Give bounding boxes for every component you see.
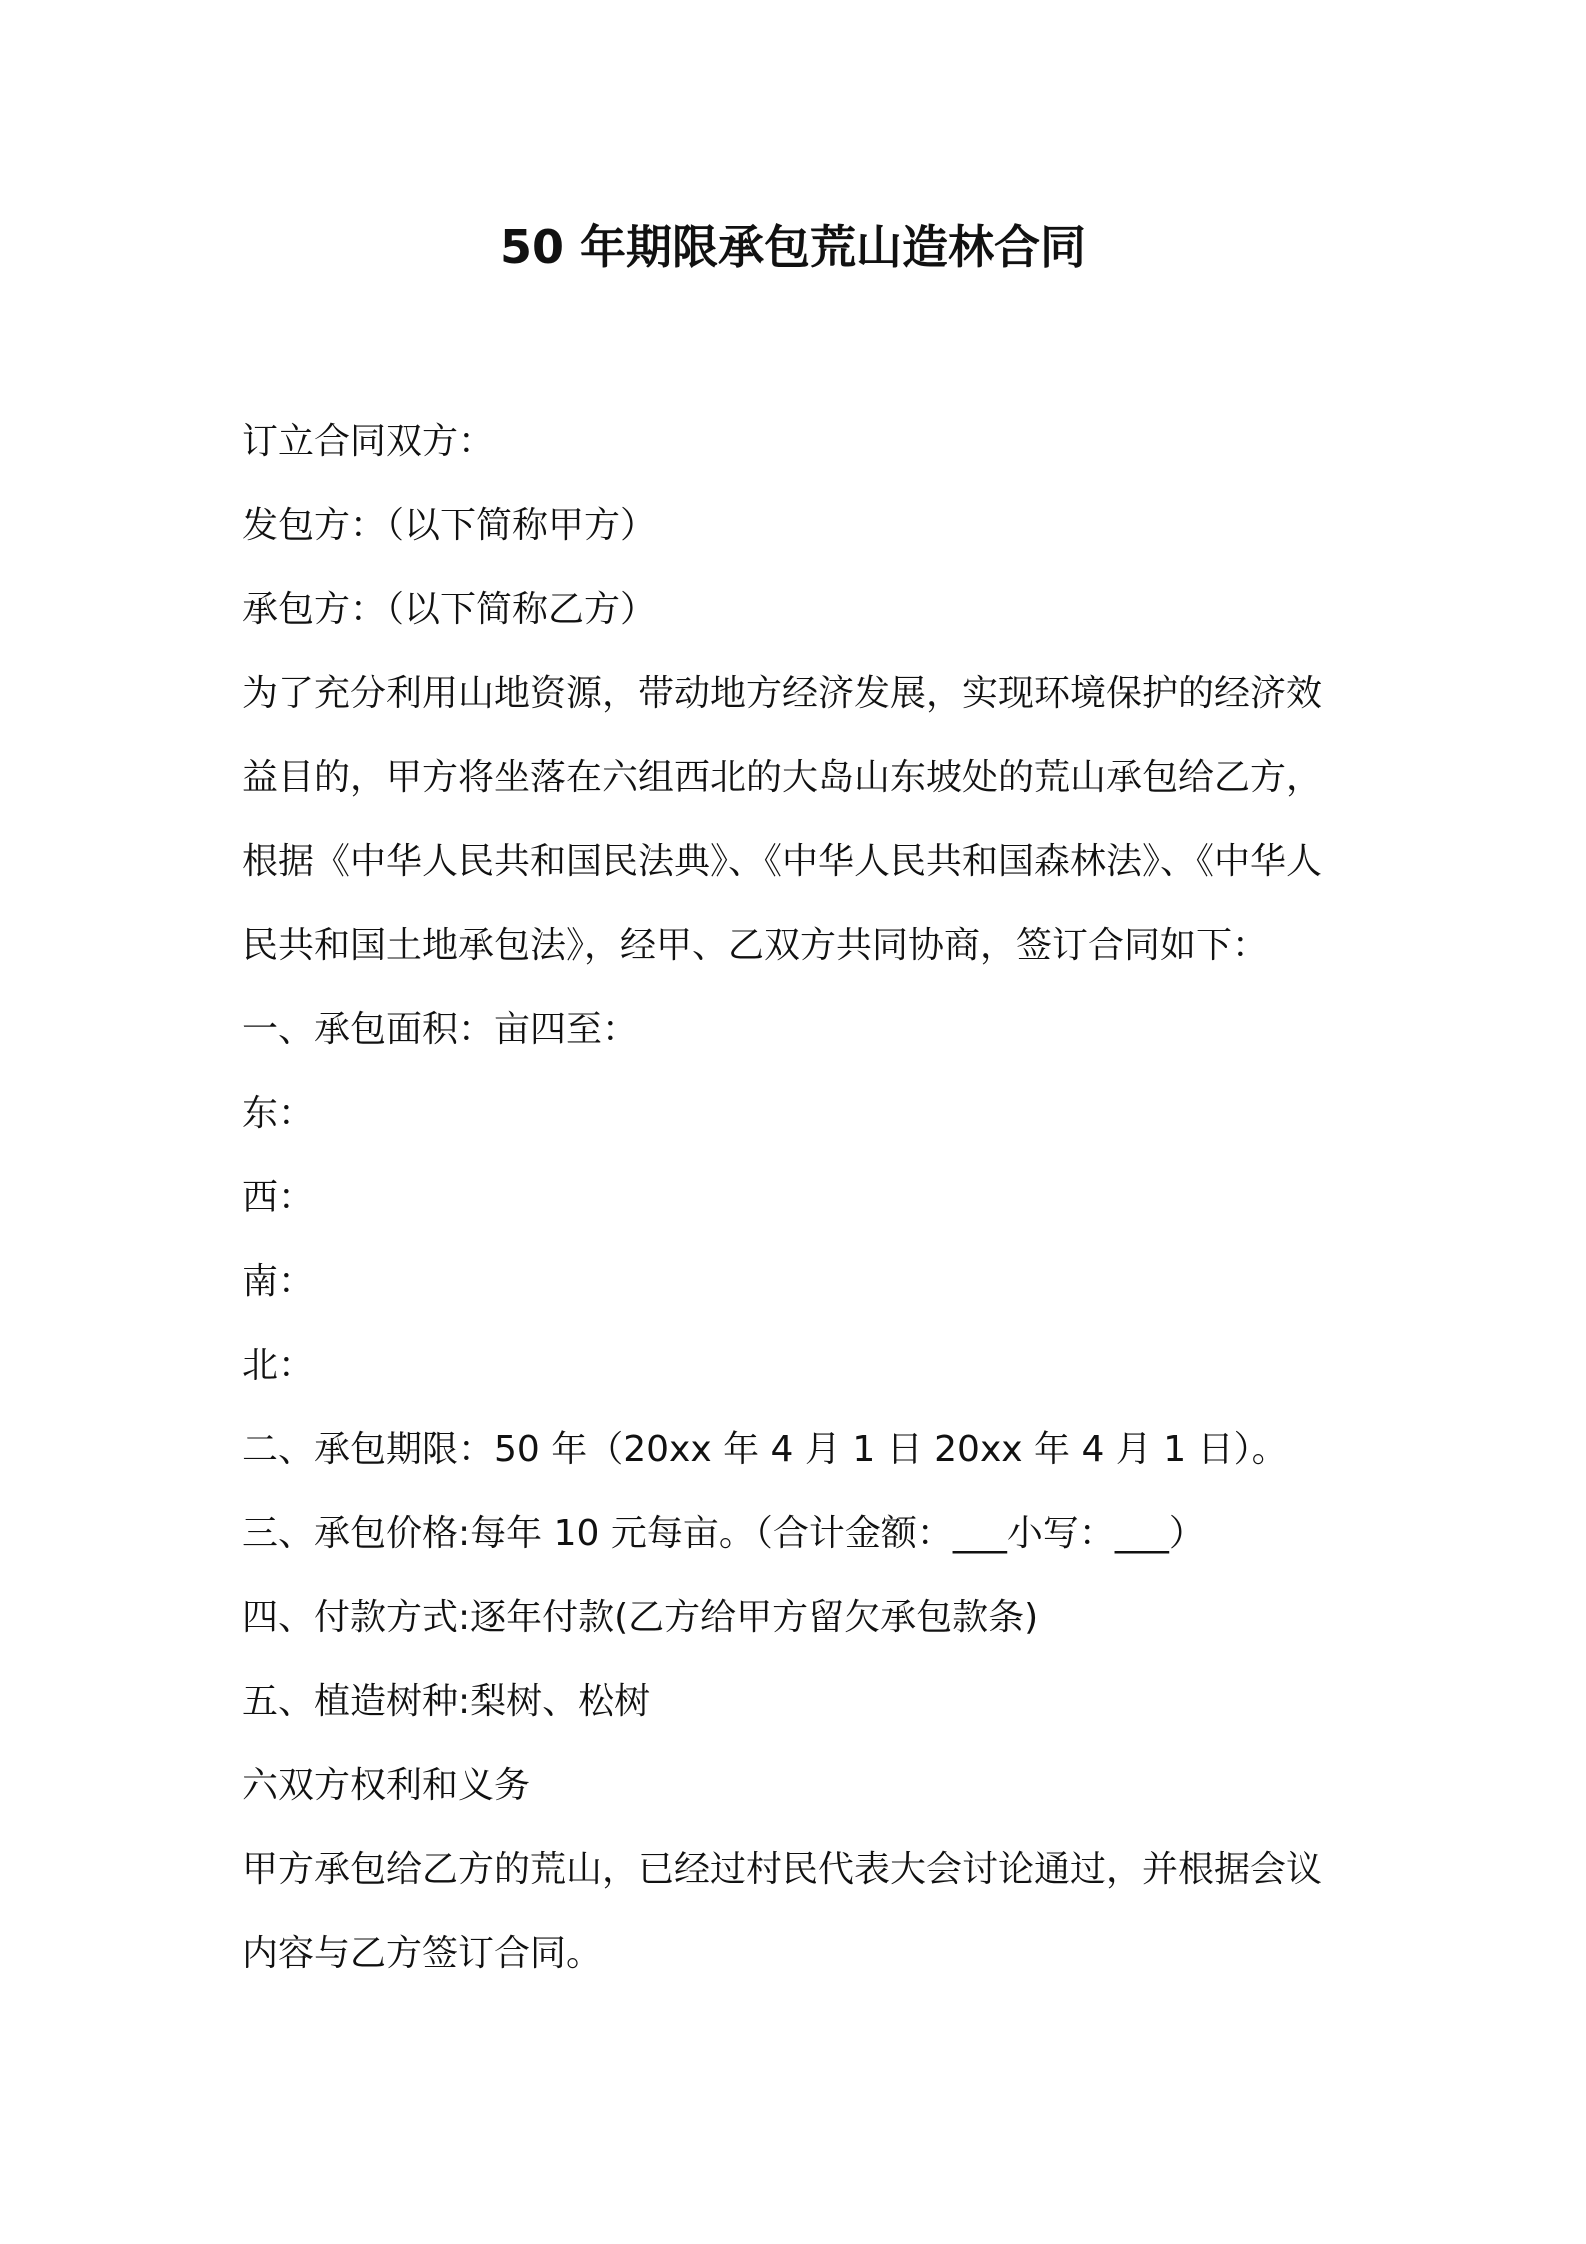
- clause-4-payment: 四、付款方式:逐年付款(乙方给甲方留欠承包款条): [242, 1597, 1039, 1638]
- boundary-west: 西：: [242, 1177, 315, 1218]
- clause-6-line-2: 内容与乙方签订合同。: [242, 1933, 603, 1974]
- party-b-line: 承包方：（以下简称乙方）: [242, 589, 657, 630]
- party-a-line: 发包方：（以下简称甲方）: [242, 505, 657, 546]
- clause-6-line-1: 甲方承包给乙方的荒山，已经过村民代表大会讨论通过，并根据会议: [242, 1849, 1323, 1890]
- boundary-north: 北：: [242, 1345, 315, 1386]
- clause-5-species: 五、植造树种:梨树、松树: [242, 1681, 651, 1722]
- clause-3-price: 三、承包价格:每年 10 元每亩。（合计金额：___小写：___）: [242, 1513, 1205, 1554]
- boundary-south: 南：: [242, 1261, 315, 1302]
- preamble-line-2: 益目的，甲方将坐落在六组西北的大岛山东坡处的荒山承包给乙方，: [242, 757, 1323, 798]
- preamble-line-1: 为了充分利用山地资源，带动地方经济发展，实现环境保护的经济效: [242, 673, 1323, 714]
- clause-6-heading: 六双方权利和义务: [242, 1765, 531, 1806]
- parties-heading: 订立合同双方：: [242, 421, 495, 462]
- document-title: 50 年期限承包荒山造林合同: [499, 220, 1087, 274]
- document-body: [242, 400, 1366, 1996]
- boundary-east: 东：: [242, 1093, 315, 1134]
- preamble-line-3: 根据《中华人民共和国民法典》、《中华人民共和国森林法》、《中华人: [242, 841, 1323, 882]
- preamble-line-4: 民共和国土地承包法》，经甲、乙双方共同协商，签订合同如下：: [242, 925, 1269, 966]
- clause-2-term: 二、承包期限：50 年（20xx 年 4 月 1 日 20xx 年 4 月 1 日）。: [242, 1429, 1288, 1470]
- clause-1-area: 一、承包面积：亩四至：: [242, 1009, 639, 1050]
